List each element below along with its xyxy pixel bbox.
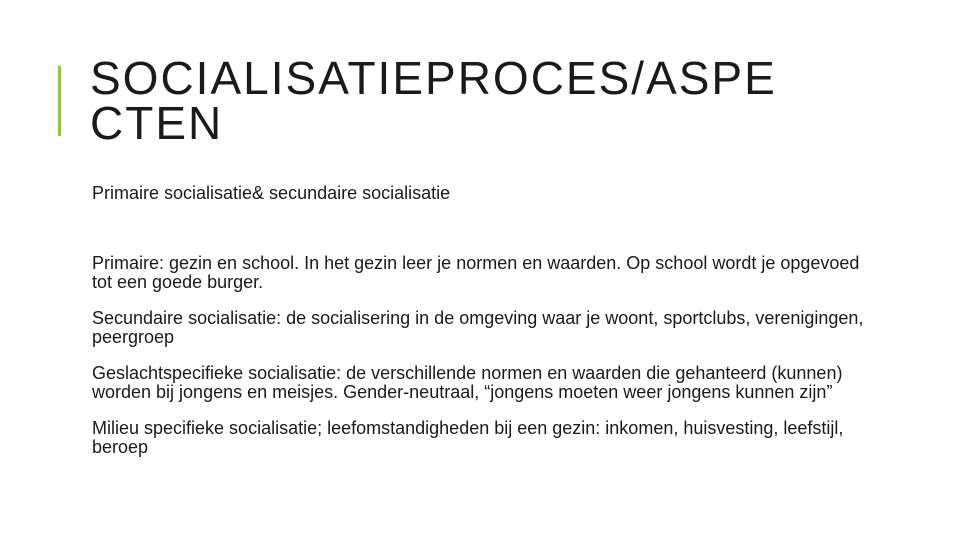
paragraph-geslachtspecifiek: Geslachtspecifieke socialisatie: de verschillende normen en waarden die gehanteerd (kunnen) worden bij jongens en meisjes. Gender-neutraal, “jongens moeten weer jongens kunnen zijn” — [92, 363, 843, 402]
paragraph-primaire: Primaire: gezin en school. In het gezin leer je normen en waarden. Op school wordt je opgevoed tot een goede burger. — [92, 253, 860, 292]
title-accent-bar — [58, 66, 61, 136]
paragraph-milieu-specifiek: Milieu specifieke socialisatie; leefomstandigheden bij een gezin: inkomen, huisvesting, leefstijl, beroep — [92, 418, 844, 457]
paragraph-secundaire: Secundaire socialisatie: de socialisering in de omgeving waar je woont, sportclubs, verenigingen, peergroep — [92, 308, 864, 347]
body-paragraph-list — [92, 254, 872, 474]
slide-subtitle: Primaire socialisatie& secundaire socialisatie — [92, 183, 451, 203]
slide-title — [90, 52, 830, 149]
slide-title-line-2: CTEN — [90, 97, 224, 149]
slide-title-line-1: SOCIALISATIEPROCES/ASPE — [90, 52, 777, 104]
